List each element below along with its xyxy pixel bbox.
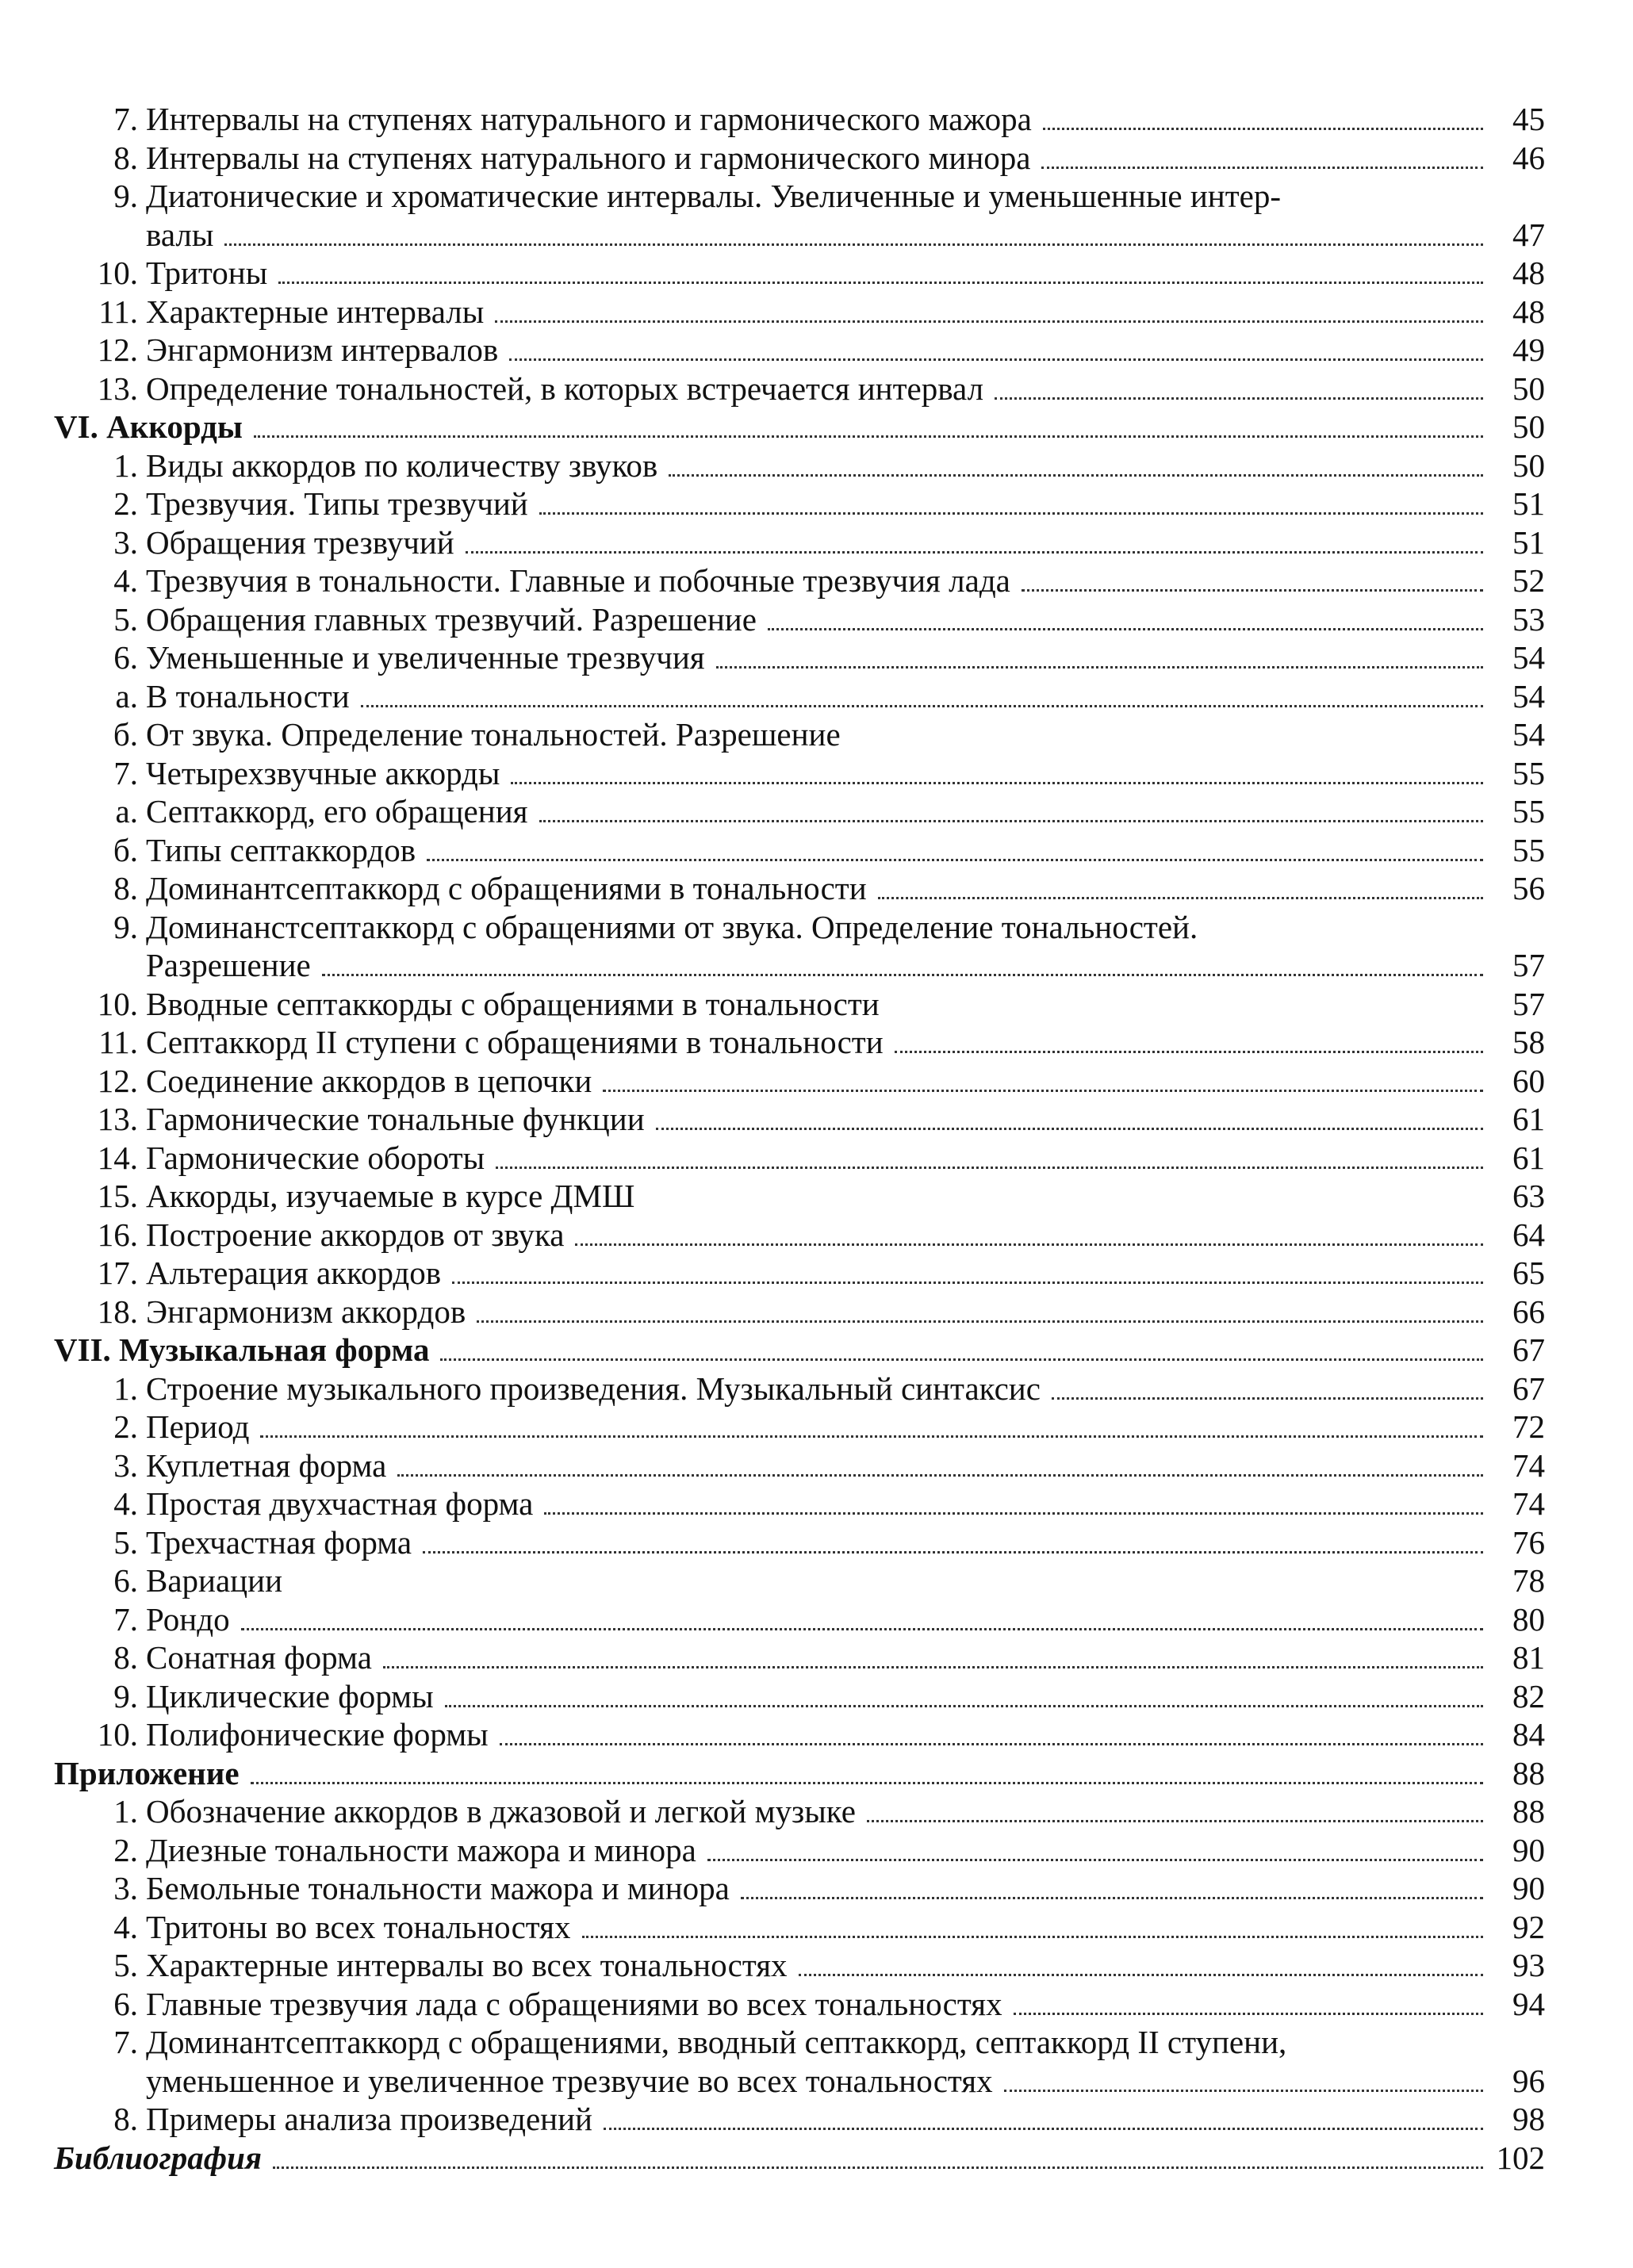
dot-leader	[495, 320, 1483, 323]
dot-leader	[768, 628, 1483, 630]
toc-entry-page: 78	[1512, 1562, 1545, 1599]
toc-entry	[54, 1293, 1545, 1331]
toc-entry-title: Гармонические тональные функции	[146, 1101, 645, 1137]
toc-entry	[54, 408, 1545, 446]
toc-entry-title: Гармонические обороты	[146, 1139, 485, 1176]
toc-entry	[54, 600, 1545, 639]
toc-entry-title: Характерные интервалы	[146, 293, 485, 330]
dot-leader	[539, 512, 1483, 515]
toc-entry-page: 102	[1496, 2139, 1545, 2176]
toc-entry-number: 4.	[113, 1908, 138, 1945]
toc-entry-page: 61	[1512, 1139, 1545, 1176]
toc-entry-number: 5.	[113, 1523, 138, 1561]
dot-leader	[260, 1435, 1483, 1438]
toc-entry-number: 3.	[113, 1446, 138, 1484]
toc-entry	[54, 254, 1545, 293]
toc-entry-page: 74	[1512, 1485, 1545, 1522]
toc-entry-title-continued: уменьшенное и увеличенное трезвучие во всех тональностях	[146, 2062, 993, 2099]
toc-entry-number: 8.	[113, 1639, 138, 1676]
toc-entry	[54, 1139, 1545, 1178]
toc-entry	[54, 331, 1545, 370]
toc-entry-number: 13.	[97, 1101, 138, 1137]
toc-entry-title: Тритоны	[146, 255, 268, 291]
toc-entry	[54, 1600, 1545, 1639]
toc-entry-number: 11.	[98, 293, 138, 330]
dot-leader	[500, 1743, 1483, 1745]
toc-entry-title: Диезные тональности мажора и минора	[146, 1831, 696, 1868]
toc-entry-title: Тритоны во всех тональностях	[146, 1908, 571, 1945]
dot-leader	[224, 243, 1483, 246]
toc-entry-title: Примеры анализа произведений	[146, 2101, 592, 2137]
toc-entry-page: 67	[1512, 1370, 1545, 1407]
toc-entry-number: 4.	[113, 562, 138, 599]
toc-entry-number: 12.	[97, 331, 138, 368]
toc-entry-title-continued: Разрешение	[146, 947, 311, 983]
toc-entry-title: Строение музыкального произведения. Музыкальный синтаксис	[146, 1370, 1041, 1407]
toc-entry	[54, 1561, 1545, 1600]
toc-entry-number: 17.	[97, 1255, 138, 1291]
toc-entry-title: Обращения трезвучий	[146, 523, 454, 561]
toc-entry-page: 72	[1512, 1408, 1545, 1445]
toc-entry-number: 18.	[97, 1293, 138, 1330]
toc-entry	[54, 985, 1545, 1024]
toc-entry	[54, 1908, 1545, 1947]
toc-entry-page: 88	[1512, 1754, 1545, 1791]
dot-leader	[452, 1281, 1483, 1284]
toc-entry-number: 6.	[113, 639, 138, 676]
dot-leader	[511, 782, 1483, 784]
toc-entry-page: 50	[1512, 446, 1545, 484]
dot-leader	[278, 282, 1483, 284]
toc-entry-page: 74	[1512, 1446, 1545, 1484]
toc-entry-page: 50	[1512, 370, 1545, 407]
toc-entry-title: Определение тональностей, в которых встречается интервал	[146, 370, 984, 407]
toc-entry-number: 7.	[113, 2024, 138, 2060]
toc-entry-page: 82	[1512, 1677, 1545, 1714]
toc-entry-title: Четырехзвучные аккорды	[146, 754, 500, 791]
toc-entry-page: 60	[1512, 1062, 1545, 1099]
toc-entry-number: 14.	[97, 1139, 138, 1176]
toc-entry-number: 6.	[113, 1562, 138, 1599]
toc-entry-title: Главные трезвучия лада с обращениями во всех тональностях	[146, 1985, 1002, 2022]
toc-entry-title: Типы септаккордов	[146, 831, 416, 868]
toc-entry-title: Интервалы на ступенях натурального и гармонического минора	[146, 139, 1031, 176]
toc-entry	[54, 177, 1545, 254]
toc-entry-page: 61	[1512, 1101, 1545, 1137]
toc-entry-number: а.	[115, 793, 138, 829]
toc-entry-title: Септаккорд, его обращения	[146, 793, 528, 829]
toc-entry-number: 9.	[113, 178, 138, 214]
toc-entry	[54, 638, 1545, 677]
toc-entry-title: Период	[146, 1408, 250, 1445]
toc-entry-number: 2.	[113, 1831, 138, 1868]
toc-entry-page: 48	[1512, 293, 1545, 330]
toc-entry-title: Септаккорд II ступени с обращениями в тональности	[146, 1024, 884, 1060]
toc-entry	[54, 1331, 1545, 1370]
toc-entry	[54, 1792, 1545, 1831]
toc-entry-title: Аккорды, изучаемые в курсе ДМШ	[146, 1178, 635, 1214]
toc-entry-title: Рондо	[146, 1600, 230, 1638]
toc-entry-page: 55	[1512, 754, 1545, 791]
toc-entry-page: 48	[1512, 255, 1545, 291]
dot-leader	[707, 1859, 1483, 1861]
dot-leader	[445, 1705, 1483, 1707]
dot-leader	[1041, 167, 1483, 169]
toc-entry	[54, 1216, 1545, 1255]
toc-entry-number: 9.	[113, 908, 138, 945]
dot-leader	[427, 859, 1483, 861]
toc-entry-title-continued: валы	[146, 216, 214, 253]
toc-entry-number: б.	[113, 831, 138, 868]
dot-leader	[669, 474, 1483, 477]
dot-leader	[322, 974, 1483, 976]
dot-leader	[1052, 1397, 1483, 1400]
toc-entry-number: 7.	[113, 101, 138, 137]
dot-leader	[361, 705, 1483, 707]
dot-leader	[867, 1820, 1483, 1822]
toc-entry-title: Уменьшенные и увеличенные трезвучия	[146, 639, 705, 676]
dot-leader	[273, 2166, 1483, 2169]
toc-entry	[54, 1946, 1545, 1985]
toc-entry	[54, 100, 1545, 139]
toc-entry-number: 2.	[113, 485, 138, 522]
toc-entry	[54, 1638, 1545, 1677]
dot-leader	[397, 1474, 1483, 1477]
toc-entry-page: 81	[1512, 1639, 1545, 1676]
toc-entry-number: 12.	[97, 1062, 138, 1099]
toc-entry	[54, 792, 1545, 831]
toc-entry	[54, 869, 1545, 908]
toc-entry	[54, 293, 1545, 331]
dot-leader	[582, 1936, 1483, 1938]
toc-entry-title: Характерные интервалы во всех тональностях	[146, 1947, 788, 1983]
dot-leader	[423, 1551, 1483, 1554]
toc-entry	[54, 1715, 1545, 1754]
dot-leader	[254, 435, 1483, 438]
toc-entry-page: 63	[1512, 1178, 1545, 1214]
dot-leader	[878, 897, 1483, 899]
toc-entry-number: 1.	[113, 1370, 138, 1407]
toc-section-title: VI. Аккорды	[54, 408, 243, 445]
toc-entry	[54, 139, 1545, 178]
toc-entry	[54, 1523, 1545, 1562]
toc-entry-number: 5.	[113, 1947, 138, 1983]
toc-entry-number: 7.	[113, 1600, 138, 1638]
toc-entry-page: 80	[1512, 1600, 1545, 1638]
toc-entry	[54, 2023, 1545, 2100]
toc-entry-page: 50	[1512, 408, 1545, 445]
dot-leader	[466, 551, 1483, 554]
toc-entry-title: Вводные септаккорды с обращениями в тональности	[146, 985, 880, 1022]
toc-entry-page: 94	[1512, 1985, 1545, 2022]
dot-leader	[544, 1512, 1483, 1515]
toc-entry-title: Сонатная форма	[146, 1639, 372, 1676]
toc-entry-title: Трехчастная форма	[146, 1523, 412, 1561]
toc-entry-title: Полифонические формы	[146, 1716, 489, 1753]
toc-entry	[54, 561, 1545, 600]
dot-leader	[440, 1358, 1483, 1361]
toc-entry-number: 8.	[113, 2101, 138, 2137]
toc-entry-number: 16.	[97, 1216, 138, 1253]
table-of-contents	[54, 100, 1545, 2177]
dot-leader	[741, 1897, 1483, 1899]
toc-entry	[54, 677, 1545, 716]
dot-leader	[716, 666, 1483, 669]
toc-entry-title: В тональности	[146, 677, 350, 714]
dot-leader	[496, 1167, 1483, 1169]
toc-entry-title: Циклические формы	[146, 1677, 434, 1714]
dot-leader	[1014, 2013, 1483, 2015]
toc-entry-page: 47	[1512, 216, 1545, 253]
toc-entry	[54, 1023, 1545, 1062]
toc-entry-title: Доминантсептаккорд с обращениями, вводный септаккорд, септаккорд II ступени,	[146, 2024, 1287, 2060]
toc-entry-number: 15.	[97, 1178, 138, 1214]
dot-leader	[604, 2128, 1483, 2130]
toc-entry-title: Куплетная форма	[146, 1446, 387, 1484]
toc-entry	[54, 1100, 1545, 1139]
toc-entry-number: 3.	[113, 1870, 138, 1906]
toc-entry-number: б.	[113, 716, 138, 753]
dot-leader	[575, 1243, 1483, 1246]
dot-leader	[995, 397, 1483, 400]
toc-entry	[54, 754, 1545, 793]
toc-entry	[54, 1754, 1545, 1793]
toc-entry-page: 64	[1512, 1216, 1545, 1253]
dot-leader	[1022, 589, 1483, 592]
toc-entry-number: 10.	[97, 1716, 138, 1753]
toc-entry	[54, 715, 1545, 754]
toc-entry-title: Энгармонизм интервалов	[146, 331, 499, 368]
dot-leader	[251, 1782, 1483, 1784]
toc-entry-number: 4.	[113, 1485, 138, 1522]
toc-entry-page: 54	[1512, 716, 1545, 753]
toc-entry-title: Обозначение аккордов в джазовой и легкой музыке	[146, 1793, 856, 1829]
toc-entry-page: 57	[1512, 947, 1545, 983]
toc-entry-number: 6.	[113, 1985, 138, 2022]
dot-leader	[603, 1090, 1483, 1092]
toc-entry-page: 90	[1512, 1831, 1545, 1868]
toc-section-title: Библиография	[54, 2139, 263, 2176]
toc-entry	[54, 1062, 1545, 1101]
toc-entry-page: 53	[1512, 600, 1545, 638]
toc-entry-title: Доминанстсептаккорд с обращениями от звука. Определение тональностей.	[146, 908, 1198, 945]
dot-leader	[241, 1628, 1483, 1630]
toc-entry-number: а.	[115, 677, 138, 714]
toc-entry-title: Альтерация аккордов	[146, 1255, 442, 1291]
toc-entry-title: Соединение аккордов в цепочки	[146, 1062, 592, 1099]
toc-entry-title: Вариации	[146, 1562, 283, 1599]
dot-leader	[799, 1974, 1483, 1976]
toc-entry-page: 76	[1512, 1523, 1545, 1561]
toc-entry-page: 56	[1512, 870, 1545, 906]
toc-entry-page: 51	[1512, 485, 1545, 522]
toc-entry-page: 46	[1512, 139, 1545, 176]
toc-entry	[54, 2100, 1545, 2139]
toc-entry-page: 90	[1512, 1870, 1545, 1906]
toc-entry-page: 66	[1512, 1293, 1545, 1330]
dot-leader	[1043, 128, 1483, 130]
toc-entry-page: 96	[1512, 2062, 1545, 2099]
toc-entry-title: Простая двухчастная форма	[146, 1485, 534, 1522]
toc-entry-number: 8.	[113, 139, 138, 176]
toc-entry-page: 92	[1512, 1908, 1545, 1945]
toc-entry-page: 51	[1512, 523, 1545, 561]
toc-entry-number: 5.	[113, 600, 138, 638]
toc-entry-page: 98	[1512, 2101, 1545, 2137]
toc-entry	[54, 1831, 1545, 1870]
toc-entry	[54, 1869, 1545, 1908]
toc-entry-page: 52	[1512, 562, 1545, 599]
toc-entry	[54, 908, 1545, 985]
toc-entry-page: 67	[1512, 1331, 1545, 1368]
toc-entry-title: Диатонические и хроматические интервалы. Увеличенные и уменьшенные интер-	[146, 178, 1281, 214]
toc-entry-title: Обращения главных трезвучий. Разрешение	[146, 600, 757, 638]
toc-entry-title: От звука. Определение тональностей. Разрешение	[146, 716, 841, 753]
toc-entry-page: 93	[1512, 1947, 1545, 1983]
toc-entry	[54, 523, 1545, 562]
toc-entry-page: 65	[1512, 1255, 1545, 1291]
toc-entry	[54, 831, 1545, 870]
dot-leader	[895, 1051, 1483, 1053]
toc-entry	[54, 1254, 1545, 1293]
dot-leader	[477, 1320, 1483, 1323]
toc-entry-page: 55	[1512, 831, 1545, 868]
toc-entry-page: 57	[1512, 985, 1545, 1022]
toc-entry-title: Построение аккордов от звука	[146, 1216, 565, 1253]
toc-section-title: VII. Музыкальная форма	[54, 1331, 430, 1368]
toc-entry-number: 2.	[113, 1408, 138, 1445]
toc-entry-page: 55	[1512, 793, 1545, 829]
toc-entry-page: 49	[1512, 331, 1545, 368]
toc-entry	[54, 1446, 1545, 1485]
toc-entry-number: 10.	[97, 255, 138, 291]
toc-entry-title: Трезвучия. Типы трезвучий	[146, 485, 528, 522]
toc-entry-number: 7.	[113, 754, 138, 791]
toc-section-title: Приложение	[54, 1754, 240, 1791]
toc-entry-page: 84	[1512, 1716, 1545, 1753]
dot-leader	[383, 1666, 1483, 1668]
toc-entry-title: Доминантсептаккорд с обращениями в тональности	[146, 870, 867, 906]
toc-entry-number: 10.	[97, 985, 138, 1022]
toc-entry-title: Бемольные тональности мажора и минора	[146, 1870, 730, 1906]
toc-entry	[54, 1677, 1545, 1716]
toc-entry-page: 58	[1512, 1024, 1545, 1060]
toc-entry-title: Трезвучия в тональности. Главные и побочные трезвучия лада	[146, 562, 1010, 599]
toc-entry-page: 88	[1512, 1793, 1545, 1829]
dot-leader	[539, 820, 1484, 822]
toc-entry	[54, 1177, 1545, 1216]
toc-entry-number: 13.	[97, 370, 138, 407]
toc-entry-page: 54	[1512, 677, 1545, 714]
toc-entry	[54, 1370, 1545, 1408]
toc-entry-number: 9.	[113, 1677, 138, 1714]
toc-entry	[54, 2139, 1545, 2178]
toc-entry	[54, 370, 1545, 408]
toc-entry-number: 3.	[113, 523, 138, 561]
toc-entry-title: Интервалы на ступенях натурального и гармонического мажора	[146, 101, 1032, 137]
toc-entry-number: 1.	[113, 1793, 138, 1829]
toc-entry-number: 8.	[113, 870, 138, 906]
dot-leader	[656, 1128, 1483, 1130]
toc-entry	[54, 485, 1545, 523]
dot-leader	[1004, 2090, 1483, 2092]
toc-entry	[54, 1985, 1545, 2024]
toc-entry	[54, 1408, 1545, 1446]
toc-entry-title: Виды аккордов по количеству звуков	[146, 446, 658, 484]
toc-entry-number: 11.	[98, 1024, 138, 1060]
toc-entry-title: Энгармонизм аккордов	[146, 1293, 466, 1330]
toc-entry-page: 45	[1512, 101, 1545, 137]
toc-entry-number: 1.	[113, 446, 138, 484]
toc-entry	[54, 1485, 1545, 1523]
toc-entry	[54, 446, 1545, 485]
dot-leader	[509, 358, 1483, 361]
toc-entry-page: 54	[1512, 639, 1545, 676]
